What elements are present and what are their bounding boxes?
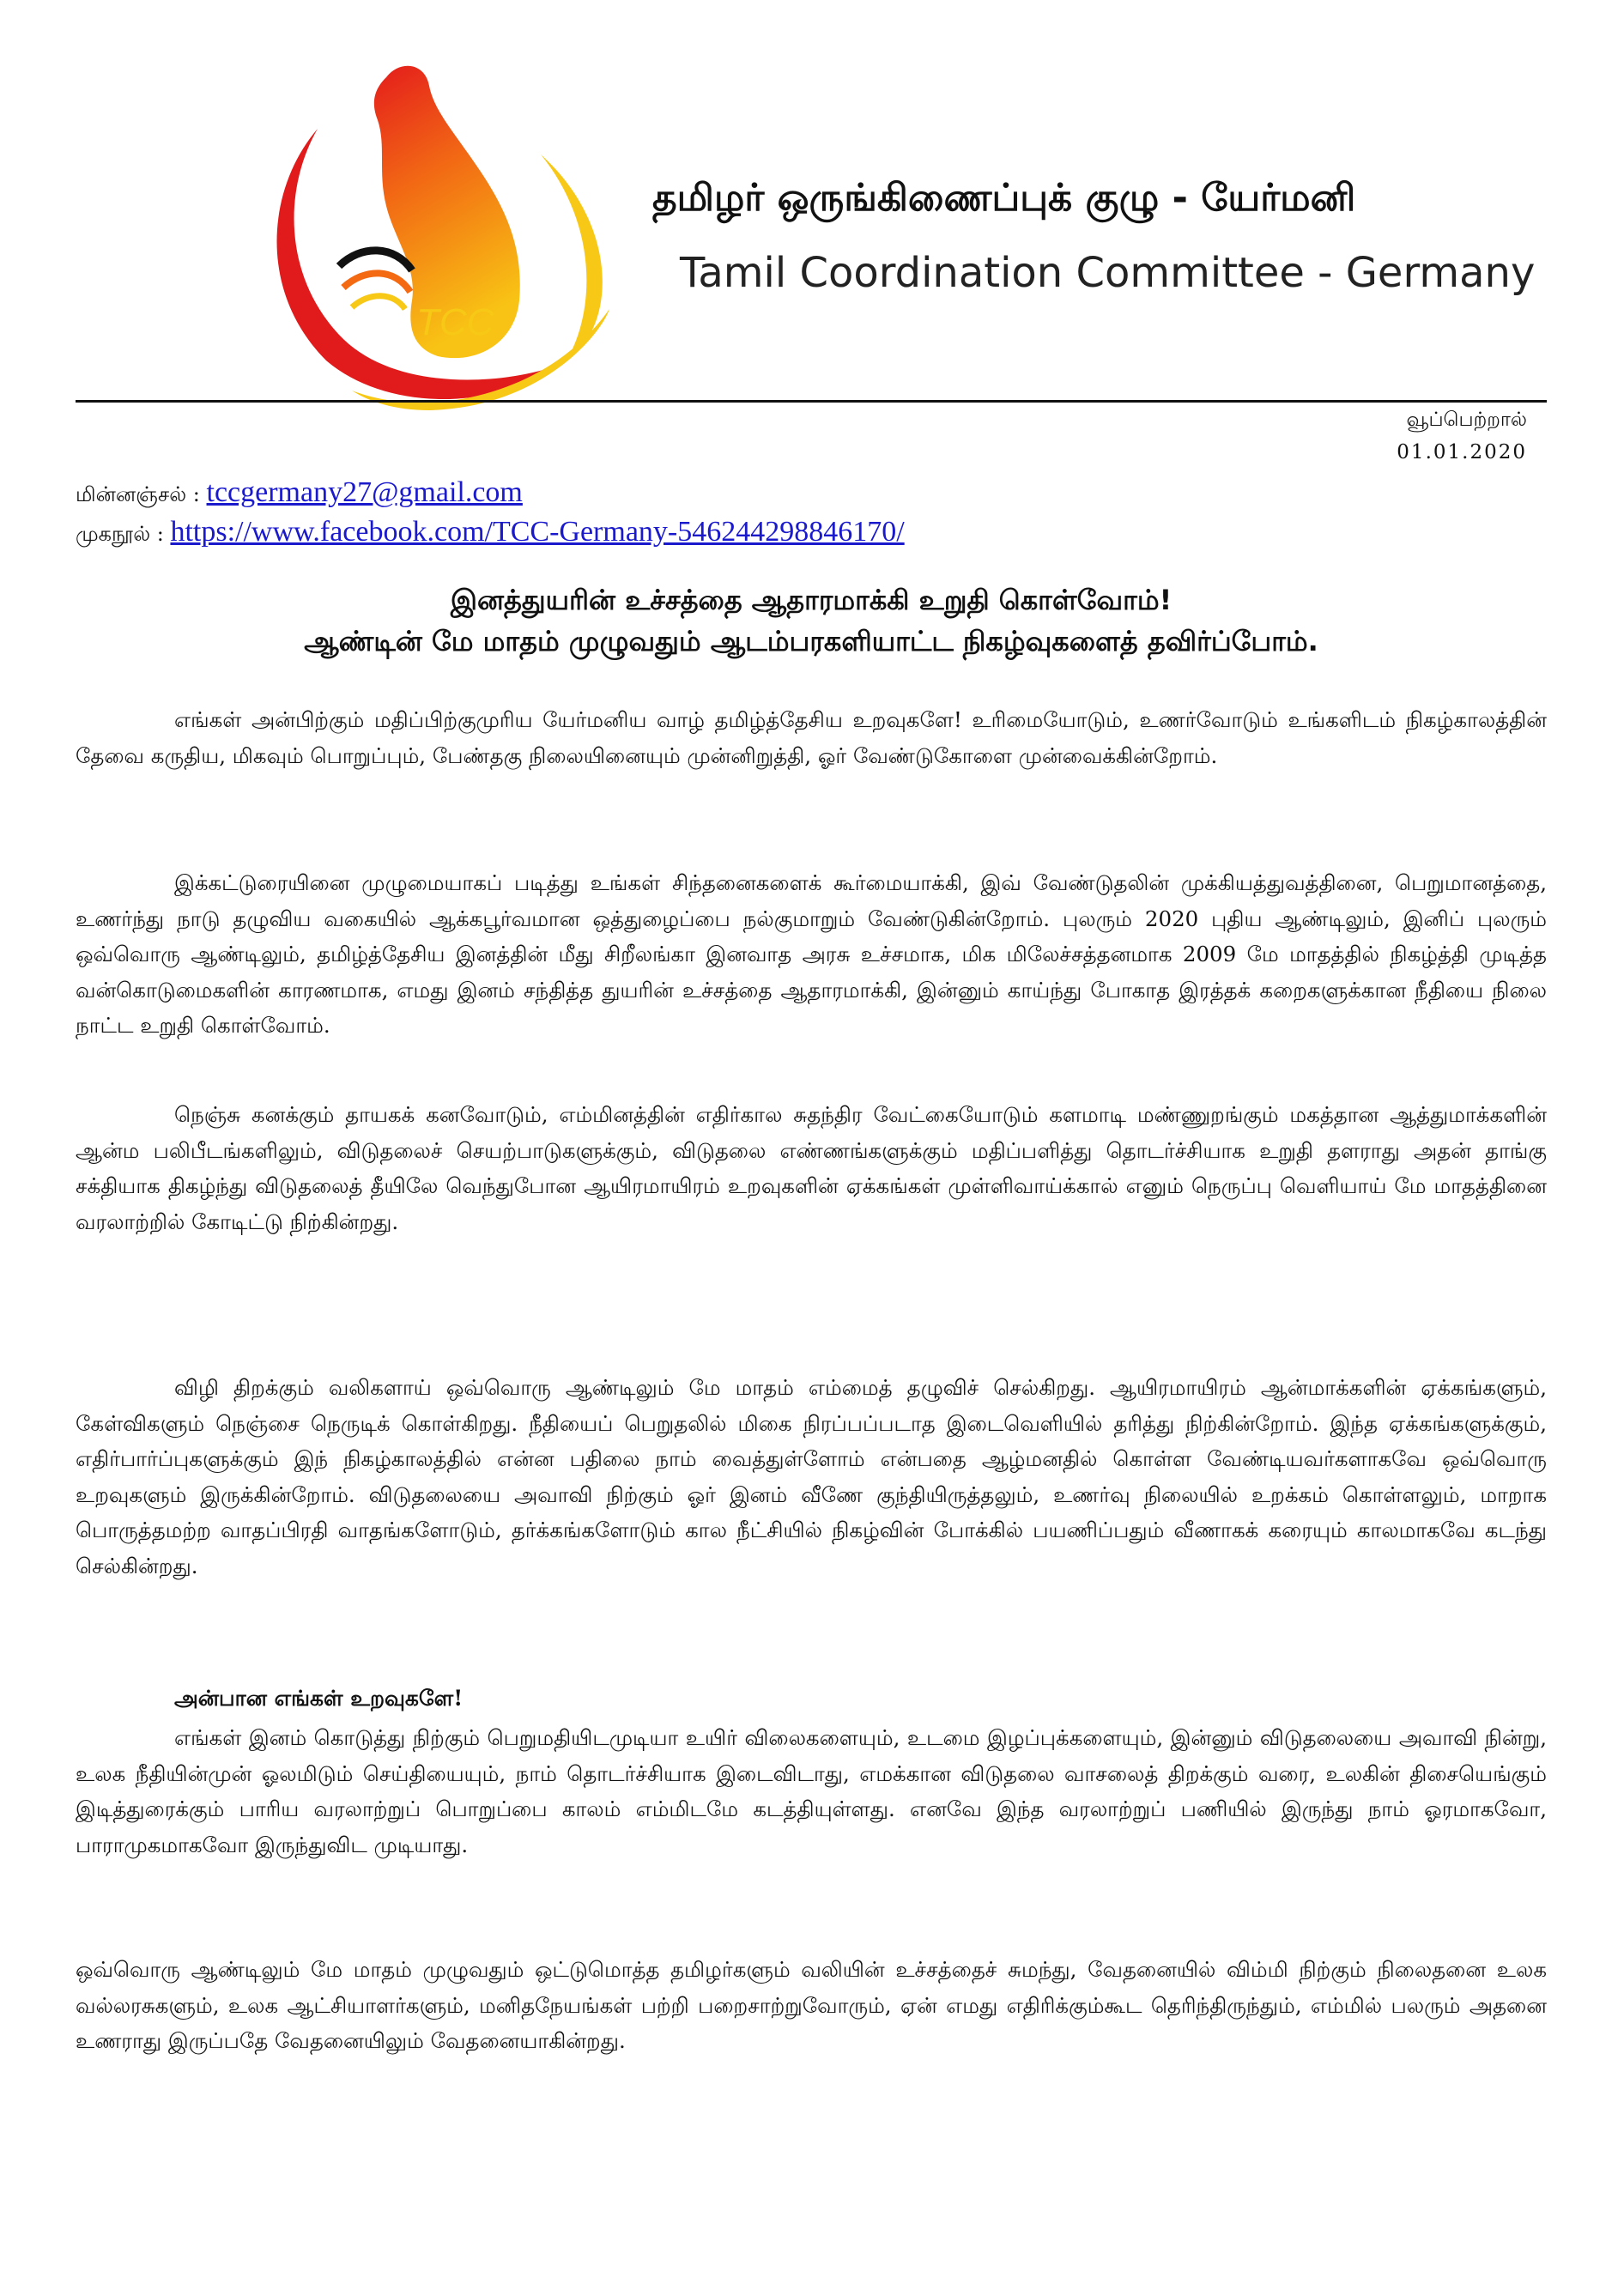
email-line	[76, 476, 523, 509]
headline-line-2: ஆண்டின் மே மாதம் முழுவதும் ஆடம்பரகளியாட்ட நிகழ்வுகளைத் தவிர்ப்போம்.	[304, 625, 1318, 657]
facebook-link[interactable]: https://www.facebook.com/TCC-Germany-546244298846170/	[170, 516, 905, 548]
header-divider	[76, 400, 1547, 403]
paragraph-2: இக்கட்டுரையினை முழுமையாகப் படித்து உங்கள் சிந்தனைகளைக் கூர்மையாக்கி, இவ் வேண்டுதலின் முக்கியத்துவத்தினை, பெறுமானத்தை, உணர்ந்து நாடு தழுவிய வகையில் ஆக்கபூர்வமான ஒத்துழைப்பை நல்குமாறும் வேண்டுகின்றோம். புலரும் 2020 புதிய ஆண்டிலும், இனிப் புலரும் ஒவ்வொரு ஆண்டிலும், தமிழ்த்தேசிய இனத்தின் மீது சிறீலங்கா இனவாத அரசு உச்சமாக, மிக மிலேச்சத்தனமாக 2009 மே மாதத்தில் நிகழ்த்தி முடித்த வன்கொடுமைகளின் காரணமாக, எமது இனம் சந்தித்த துயரின் உச்சத்தை ஆதாரமாக்கி, இன்னும் காய்ந்து போகாத இரத்தக் கறைகளுக்கான நீதியை நிலை நாட்ட உறுதி கொள்வோம்.	[76, 870, 1547, 1038]
letter-place: வூப்பெற்றால்	[1406, 409, 1527, 431]
email-label: மின்னஞ்சல் :	[76, 482, 207, 506]
org-name-english: Tamil Coordination Committee - Germany	[680, 249, 1536, 297]
paragraph-6: ஒவ்வொரு ஆண்டிலும் மே மாதம் முழுவதும் ஒட்டுமொத்த தமிழர்களும் வலியின் உச்சத்தைச் சுமந்து, வேதனையில் விம்மி நிற்கும் நிலைதனை உலக வல்லரசுகளும், உலக ஆட்சியாளர்களும், மனிதநேயங்கள் பற்றி பறைசாற்றுவோரும், ஏன் எமது எதிரிக்கும்கூட தெரிந்திருந்தும், எம்மில் பலரும் அதனை உணராது இருப்பதே வேதனையிலும் வேதனையாகின்றது.	[76, 1957, 1547, 2053]
letter-date: 01.01.2020	[1397, 441, 1527, 463]
headline-line-1: இனத்துயரின் உச்சத்தை ஆதாரமாக்கி உறுதி கொள்வோம்!	[450, 584, 1173, 616]
email-link[interactable]: tccgermany27@gmail.com	[206, 476, 523, 508]
org-name-tamil: தமிழர் ஒருங்கிணைப்புக் குழு - யேர்மனி	[652, 176, 1356, 220]
paragraph-1: எங்கள் அன்பிற்கும் மதிப்பிற்குமுரிய யேர்மனிய வாழ் தமிழ்த்தேசிய உறவுகளே! உரிமையோடும், உணர்வோடும் உங்களிடம் நிகழ்காலத்தின் தேவை கருதிய, மிகவும் பொறுப்பும், பேண்தகு நிலையினையும் முன்னிறுத்தி, ஓர் வேண்டுகோளை முன்வைக்கின்றோம்.	[76, 707, 1547, 768]
facebook-line	[76, 516, 905, 548]
paragraph-3: நெஞ்சு கனக்கும் தாயகக் கனவோடும், எம்மினத்தின் எதிர்கால சுதந்திர வேட்கையோடும் களமாடி மண்ணுறங்கும் மகத்தான ஆத்துமாக்களின் ஆன்ம பலிபீடங்களிலும், விடுதலைச் செயற்பாடுகளுக்கும், விடுதலை எண்ணங்களுக்கும் மதிப்பளித்து தொடர்ச்சியாக உறுதி தளராது அதன் தாங்கு சக்தியாக திகழ்ந்து விடுதலைத் தீயிலே வெந்துபோன ஆயிரமாயிரம் உறவுகளின் ஏக்கங்கள் முள்ளிவாய்க்கால் எனும் நெருப்பு வெளியாய் மே மாதத்தினை வரலாற்றில் கோடிட்டு நிற்கின்றது.	[76, 1102, 1547, 1234]
paragraph-4: விழி திறக்கும் வலிகளாய் ஒவ்வொரு ஆண்டிலும் மே மாதம் எம்மைத் தழுவிச் செல்கிறது. ஆயிரமாயிரம் ஆன்மாக்களின் ஏக்கங்களும், கேள்விகளும் நெஞ்சை நெருடிக் கொள்கிறது. நீதியைப் பெறுதலில் மிகை நிரப்பப்படாத இடைவெளியில் தரித்து நிற்கின்றோம். இந்த ஏக்கங்களுக்கும், எதிர்பார்ப்புகளுக்கும் இந் நிகழ்காலத்தில் என்ன பதிலை நாம் வைத்துள்ளோம் என்பதை ஆழ்மனதில் கொள்ள வேண்டியவர்களாகவே ஒவ்வொரு உறவுகளும் இருக்கின்றோம். விடுதலையை அவாவி நிற்கும் ஓர் இனம் வீணே குந்தியிருத்தலும், உணர்வு நிலையில் உறக்கம் கொள்ளலும், மாறாக பொருத்தமற்ற வாதப்பிரதி வாதங்களோடும், தர்க்கங்களோடும் கால நீட்சியில் நிகழ்வின் போக்கில் பயணிப்பதும் வீணாகக் கரையும் காலமாகவே கடந்து செல்கின்றது.	[76, 1375, 1547, 1578]
logo-text: TCC	[416, 301, 494, 343]
paragraph-5: எங்கள் இனம் கொடுத்து நிற்கும் பெறுமதியிடமுடியா உயிர் விலைகளையும், உடமை இழப்புக்களையும், இன்னும் விடுதலையை அவாவி நின்று, உலக நீதியின்முன் ஓலமிடும் செய்தியையும், நாம் தொடர்ச்சியாக இடைவிடாது, எமக்கான விடுதலை வாசலைத் திறக்கும் வரை, உலகின் திசையெங்கும் இடித்துரைக்கும் பாரிய வரலாற்றுப் பொறுப்பை காலம் எம்மிடமே கடத்தியுள்ளது. எனவே இந்த வரலாற்றுப் பணியில் இருந்து நாம் ஓரமாகவோ, பாராமுகமாகவோ இருந்துவிட முடியாது.	[76, 1725, 1547, 1857]
section-subhead: அன்பான எங்கள் உறவுகளே!	[174, 1686, 464, 1711]
tcc-logo	[258, 51, 627, 412]
facebook-label: முகநூல் :	[76, 522, 171, 546]
